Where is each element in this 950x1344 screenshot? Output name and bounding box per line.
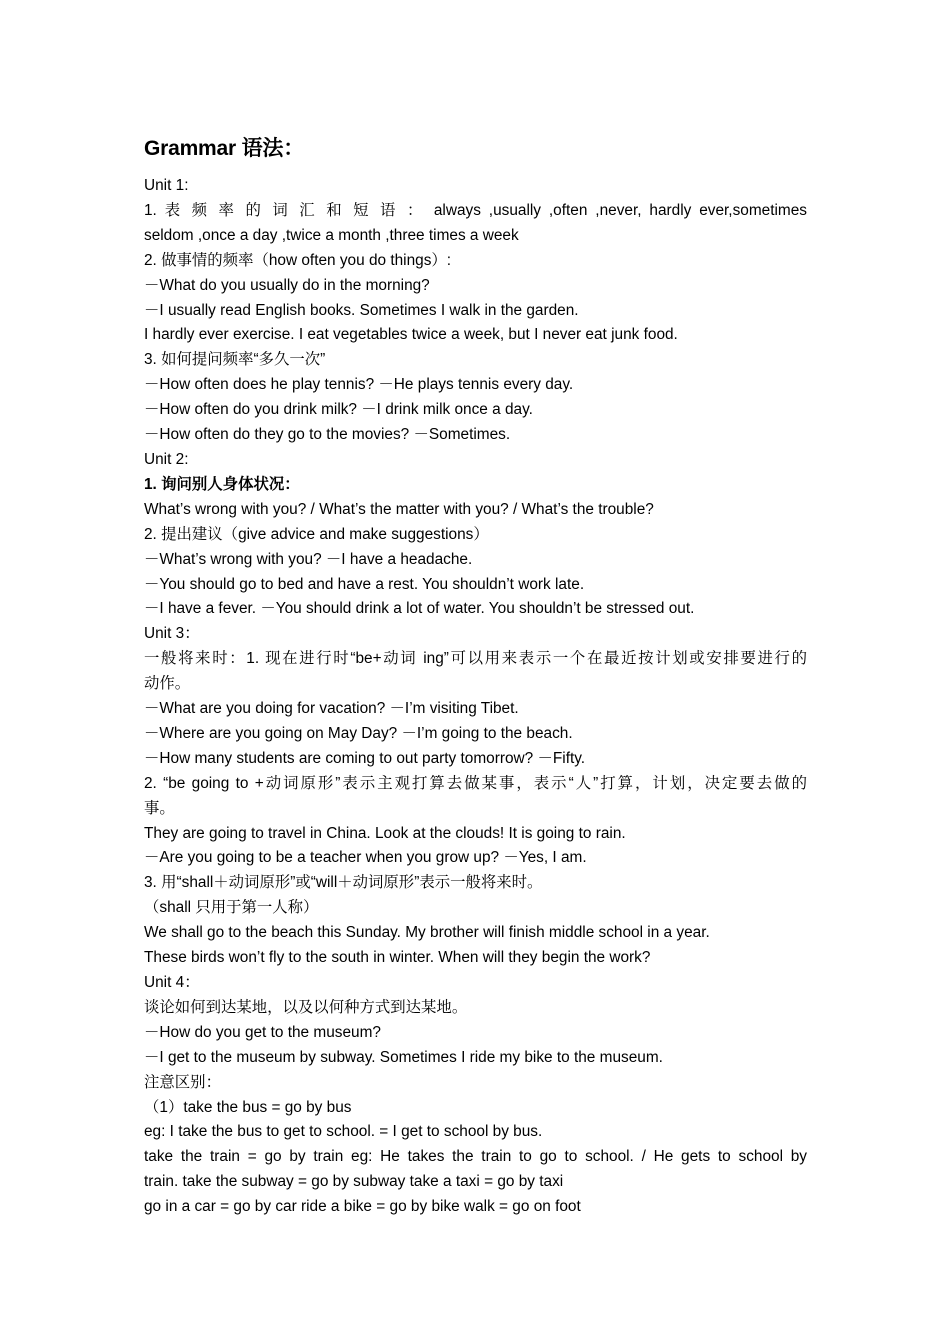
text-line: 2. 提出建议（give advice and make suggestions） — [144, 525, 489, 543]
text-line: eg: I take the bus to get to school. = I get to school by bus. — [144, 1123, 543, 1141]
text-line: －How many students are coming to out party tomorrow? －Fifty. — [144, 749, 586, 767]
text-line: They are going to travel in China. Look at the clouds! It is going to rain. — [144, 824, 626, 842]
text-line: go in a car = go by car ride a bike = go by bike walk = go on foot — [144, 1198, 581, 1216]
text-line: 2. “be going to +动词原形”表示主观打算去做某事，表示“人”打算，计划，决定要去做的 — [144, 774, 807, 792]
text-line: 动作。 — [144, 675, 191, 693]
text-line: －I get to the museum by subway. Sometimes I ride my bike to the museum. — [144, 1048, 663, 1066]
text-line: take the train = go by train eg: He takes the train to go to school. / He gets to school by — [144, 1148, 807, 1166]
text-line: －I usually read English books. Sometimes I walk in the garden. — [144, 301, 579, 319]
unit-2-heading: Unit 2: — [144, 450, 189, 468]
text-line: train. take the subway = go by subway take a taxi = go by taxi — [144, 1173, 564, 1191]
text-line: （1）take the bus = go by bus — [144, 1098, 352, 1116]
text-line: 一般将来时：1. 现在进行时“be+动词 ing”可以用来表示一个在最近按计划或安排要进行的 — [144, 650, 807, 668]
unit-4-heading: Unit 4： — [144, 974, 200, 991]
text-line: 事。 — [144, 799, 175, 817]
text-line: seldom ,once a day ,twice a month ,three times a week — [144, 226, 519, 244]
text-line: －How do you get to the museum? — [144, 1023, 381, 1041]
text-line: －How often do you drink milk? －I drink milk once a day. — [144, 401, 533, 419]
text-line: －What are you doing for vacation? －I’m visiting Tibet. — [144, 700, 519, 718]
unit-1-heading: Unit 1: — [144, 177, 189, 194]
text-line: －Are you going to be a teacher when you grow up? －Yes, I am. — [144, 849, 587, 867]
text-line: These birds won’t fly to the south in winter. When will they begin the work? — [144, 949, 651, 967]
unit-3-heading: Unit 3： — [144, 625, 200, 643]
text-line: 1. 询问别人身体状况： — [144, 475, 300, 493]
text-line: －How often does he play tennis? －He plays tennis every day. — [144, 376, 574, 394]
document-page — [144, 134, 807, 1220]
text-line: －You should go to bed and have a rest. You shouldn’t work late. — [144, 575, 585, 593]
text-line: －What’s wrong with you? －I have a headache. — [144, 550, 473, 568]
document-title: Grammar 语法： — [144, 137, 305, 160]
text-line: What’s wrong with you? / What’s the matter with you? / What’s the trouble? — [144, 500, 654, 518]
text-line: 1. 表 频 率 的 词 汇 和 短 语 ： always ,usually ,often ,never, hardly ever,sometimes — [144, 201, 807, 219]
text-line: 3. 如何提问频率“多久一次” — [144, 351, 326, 369]
text-line: I hardly ever exercise. I eat vegetables twice a week, but I never eat junk food. — [144, 326, 678, 344]
text-line: （shall 只用于第一人称） — [144, 899, 319, 917]
text-line: We shall go to the beach this Sunday. My brother will finish middle school in a year. — [144, 924, 710, 942]
text-line: 2. 做事情的频率（how often you do things）: — [144, 251, 452, 269]
text-line: 谈论如何到达某地，以及以何种方式到达某地。 — [144, 998, 468, 1016]
text-line: －What do you usually do in the morning? — [144, 276, 430, 294]
text-line: 3. 用“shall＋动词原形”或“will＋动词原形”表示一般将来时。 — [144, 874, 543, 892]
text-line: －How often do they go to the movies? －Sometimes. — [144, 426, 511, 444]
text-line: －Where are you going on May Day? －I’m going to the beach. — [144, 724, 573, 742]
text-line: 注意区别： — [144, 1073, 221, 1091]
text-line: －I have a fever. －You should drink a lot of water. You shouldn’t be stressed out. — [144, 600, 695, 618]
